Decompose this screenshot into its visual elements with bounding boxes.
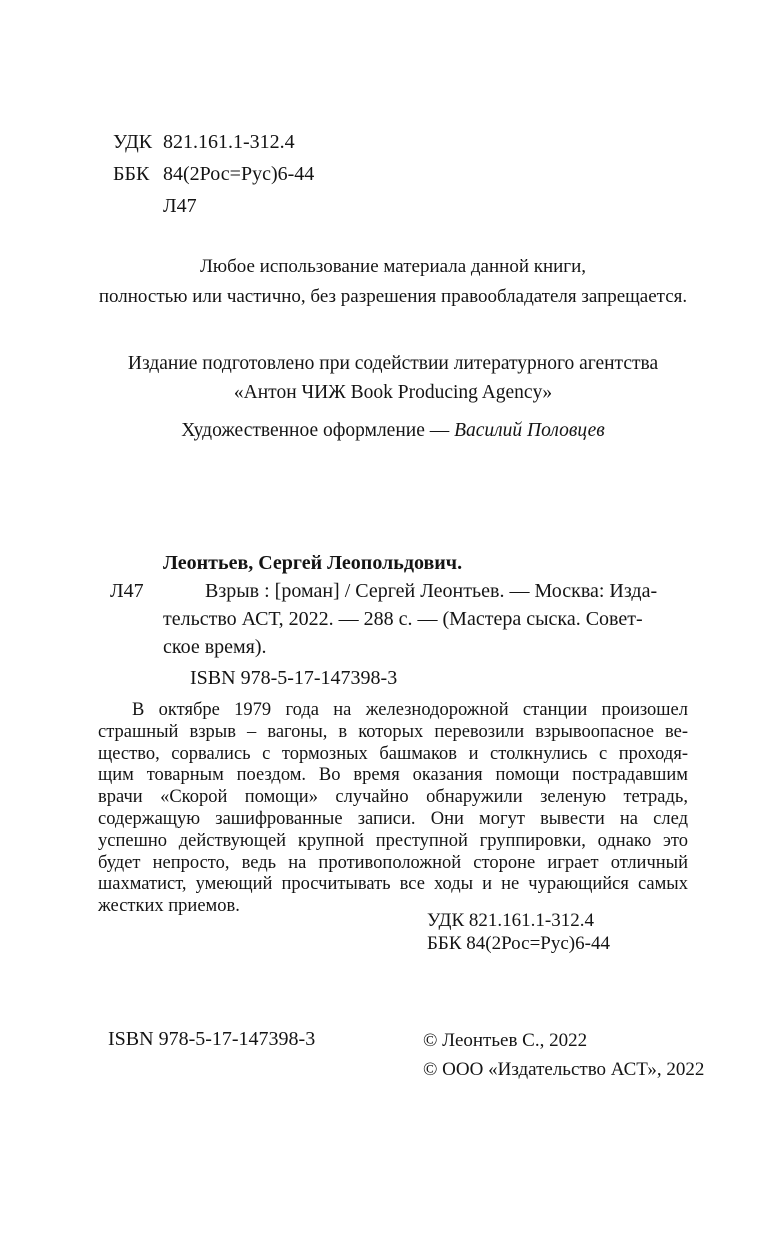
top-classification-block [113,126,314,222]
author-sign: Л47 [163,195,197,217]
bbk-row [113,158,314,190]
catalog-card-description-line-3: ское время). [163,636,267,658]
catalog-card-isbn: ISBN 978-5-17-147398-3 [190,667,398,689]
rights-notice [98,252,688,311]
copyright-author: © Леонтьев С., 2022 [423,1030,588,1051]
classification-block [427,909,610,955]
annotation-line: шахматист, умеющий просчитывать все ходы и не чурающийся самых [98,874,688,895]
annotation-line: щество, сорвались с тормозных башмаков и столкнулись с проходя- [98,743,688,764]
annotation-line: страшный взрыв – вагоны, в которых перевозили взрывоопасное ве- [98,721,688,742]
annotation-line: щим товарным поездом. Во время оказания помощи пострадавшим [98,765,688,786]
catalog-card [110,549,670,661]
classification-bbk: ББК 84(2Рос=Рус)6-44 [427,933,610,954]
annotation-line: врачи «Скорой помощи» случайно обнаружили зеленую тетрадь, [98,787,688,808]
udk-label: УДК [113,131,153,153]
catalog-card-description-line-2: тельство АСТ, 2022. — 288 с. — (Мастера сыска. Совет- [163,608,643,630]
rights-notice-line-1: Любое использование материала данной книги, [199,256,587,277]
annotation-line: содержащую зашифрованные записи. Они могут вывести на след [98,808,688,829]
copyright-publisher: © ООО «Издательство АСТ», 2022 [423,1059,705,1080]
design-credit-name: Василий Половцев [454,420,605,441]
annotation-paragraph [98,700,688,918]
catalog-card-description-line-1: Взрыв : [роман] / Сергей Леонтьев. — Москва: Изда- [205,580,658,602]
annotation-line: В октябре 1979 года на железнодорожной станции произошел [132,700,688,720]
footer-isbn: ISBN 978-5-17-147398-3 [108,1028,316,1050]
catalog-card-author: Леонтьев, Сергей Леопольдович. [163,552,463,574]
udk-value: 821.161.1-312.4 [163,131,295,153]
annotation-line: будет непросто, ведь на противоположной стороне играет отличный [98,852,688,873]
agency-notice-line-2: «Антон ЧИЖ Book Producing Agency» [233,381,553,403]
rights-notice-line-2: полностью или частично, без разрешения правообладателя запрещается. [98,285,688,307]
annotation-line: жестких приемов. [98,896,240,917]
author-sign-row [113,190,314,222]
agency-notice [98,350,688,407]
catalog-card-author-sign: Л47 [110,580,144,602]
footer-copyright-block [423,1026,704,1084]
bbk-label: ББК [113,163,150,185]
classification-udk: УДК 821.161.1-312.4 [427,910,594,931]
author-sign-spacer [113,190,163,222]
annotation-line: успешно действующей крупной преступной группировки, однако это [98,830,688,851]
bbk-value: 84(2Рос=Рус)6-44 [163,163,315,185]
udk-row [113,126,314,158]
design-credit-label: Художественное оформление — [181,420,450,441]
agency-notice-line-1: Издание подготовлено при содействии литературного агентства [127,353,659,374]
design-credit [98,420,688,442]
